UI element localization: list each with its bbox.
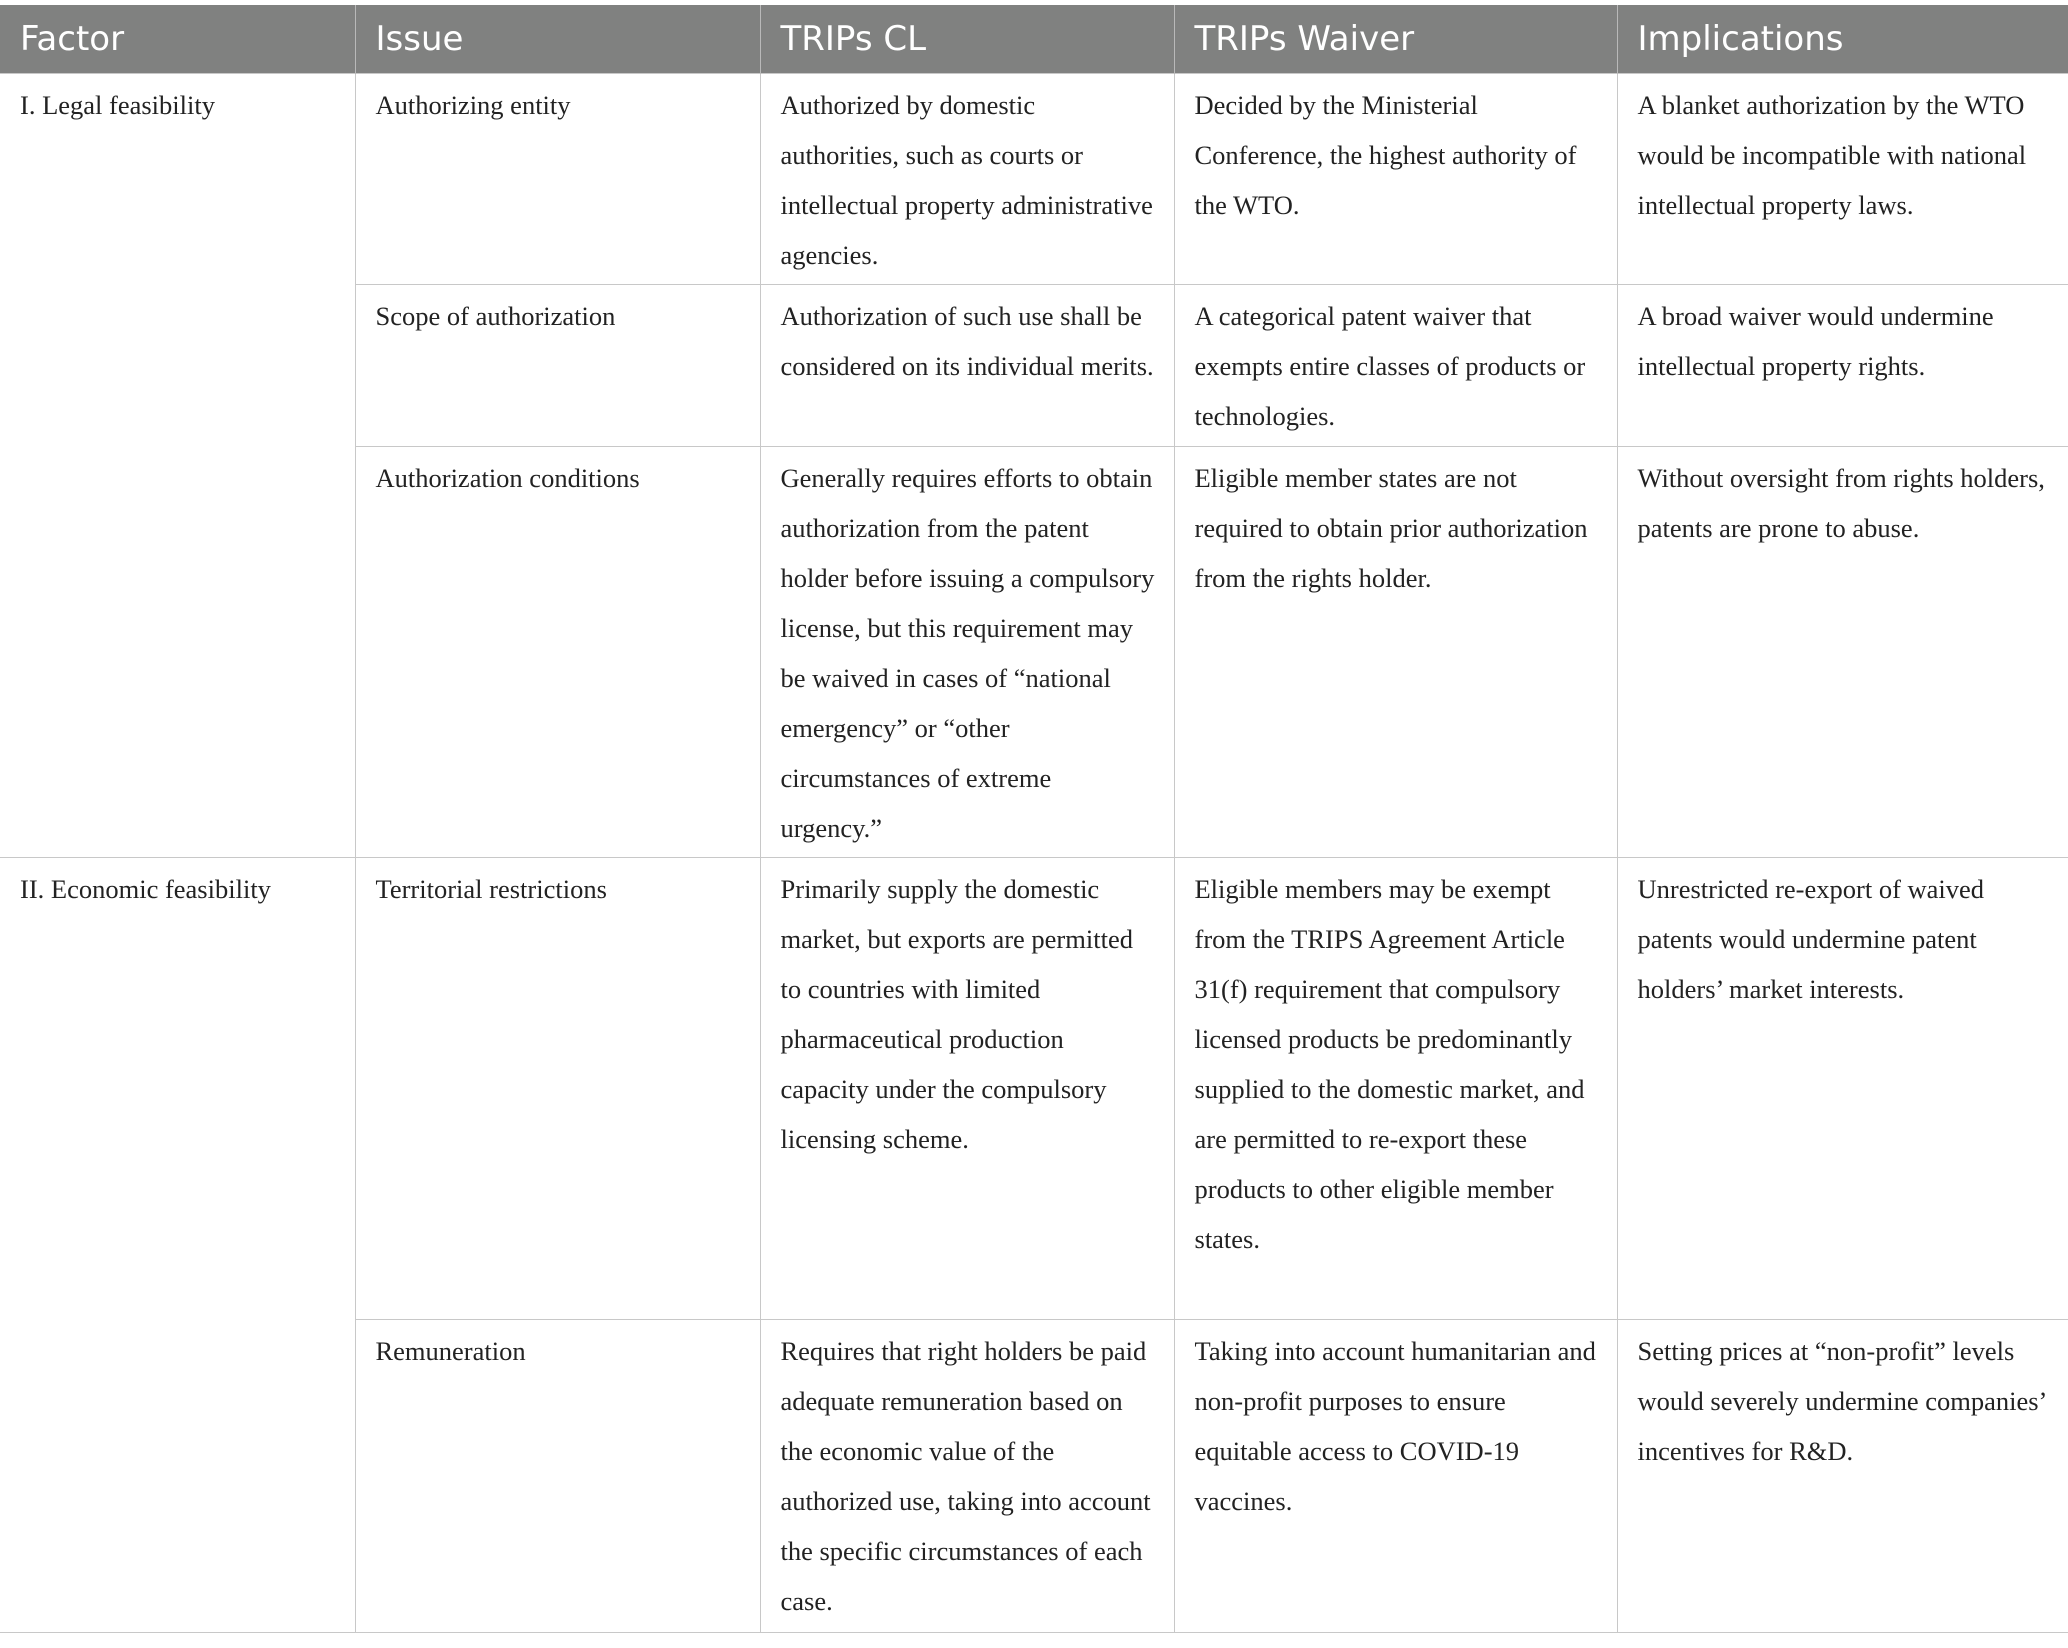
cl-cell: Generally requires efforts to obtain authorization from the patent holder before issuing a compulsory license, but this requirement may be waived in cases of “national emergency” or “other circumstances of extreme urgency.” [760, 447, 1174, 858]
comparison-table [0, 5, 2068, 1633]
implications-cell: Unrestricted re-export of waived patents would undermine patent holders’ market interests. [1617, 858, 2068, 1320]
header-row [0, 5, 2068, 74]
issue-cell: Remuneration [355, 1320, 760, 1633]
issue-cell: Authorization conditions [355, 447, 760, 858]
factor-cell: I. Legal feasibility [0, 74, 355, 858]
table-row [0, 858, 2068, 1320]
cl-cell: Authorization of such use shall be considered on its individual merits. [760, 285, 1174, 447]
factor-cell: II. Economic feasibility [0, 858, 355, 1633]
implications-cell: A broad waiver would undermine intellectual property rights. [1617, 285, 2068, 447]
implications-cell: Setting prices at “non-profit” levels would severely undermine companies’ incentives for R&D. [1617, 1320, 2068, 1633]
header-issue: Issue [355, 5, 760, 74]
waiver-cell: Eligible members may be exempt from the TRIPS Agreement Article 31(f) requirement that compulsory licensed products be predominantly supplied to the domestic market, and are permitted to re-export these products to other eligible member states. [1174, 858, 1617, 1320]
cl-cell: Primarily supply the domestic market, but exports are permitted to countries with limited pharmaceutical production capacity under the compulsory licensing scheme. [760, 858, 1174, 1320]
cl-cell: Requires that right holders be paid adequate remuneration based on the economic value of the authorized use, taking into account the specific circumstances of each case. [760, 1320, 1174, 1633]
header-trips-cl: TRIPs CL [760, 5, 1174, 74]
header-trips-waiver: TRIPs Waiver [1174, 5, 1617, 74]
waiver-cell: Taking into account humanitarian and non-profit purposes to ensure equitable access to COVID-19 vaccines. [1174, 1320, 1617, 1633]
cl-cell: Authorized by domestic authorities, such as courts or intellectual property administrative agencies. [760, 74, 1174, 285]
implications-cell: Without oversight from rights holders, patents are prone to abuse. [1617, 447, 2068, 858]
waiver-cell: A categorical patent waiver that exempts entire classes of products or technologies. [1174, 285, 1617, 447]
waiver-cell: Eligible member states are not required to obtain prior authorization from the rights holder. [1174, 447, 1617, 858]
header-implications: Implications [1617, 5, 2068, 74]
implications-cell: A blanket authorization by the WTO would be incompatible with national intellectual property laws. [1617, 74, 2068, 285]
issue-cell: Scope of authorization [355, 285, 760, 447]
issue-cell: Territorial restrictions [355, 858, 760, 1320]
header-factor: Factor [0, 5, 355, 74]
waiver-cell: Decided by the Ministerial Conference, the highest authority of the WTO. [1174, 74, 1617, 285]
table-row [0, 74, 2068, 285]
issue-cell: Authorizing entity [355, 74, 760, 285]
